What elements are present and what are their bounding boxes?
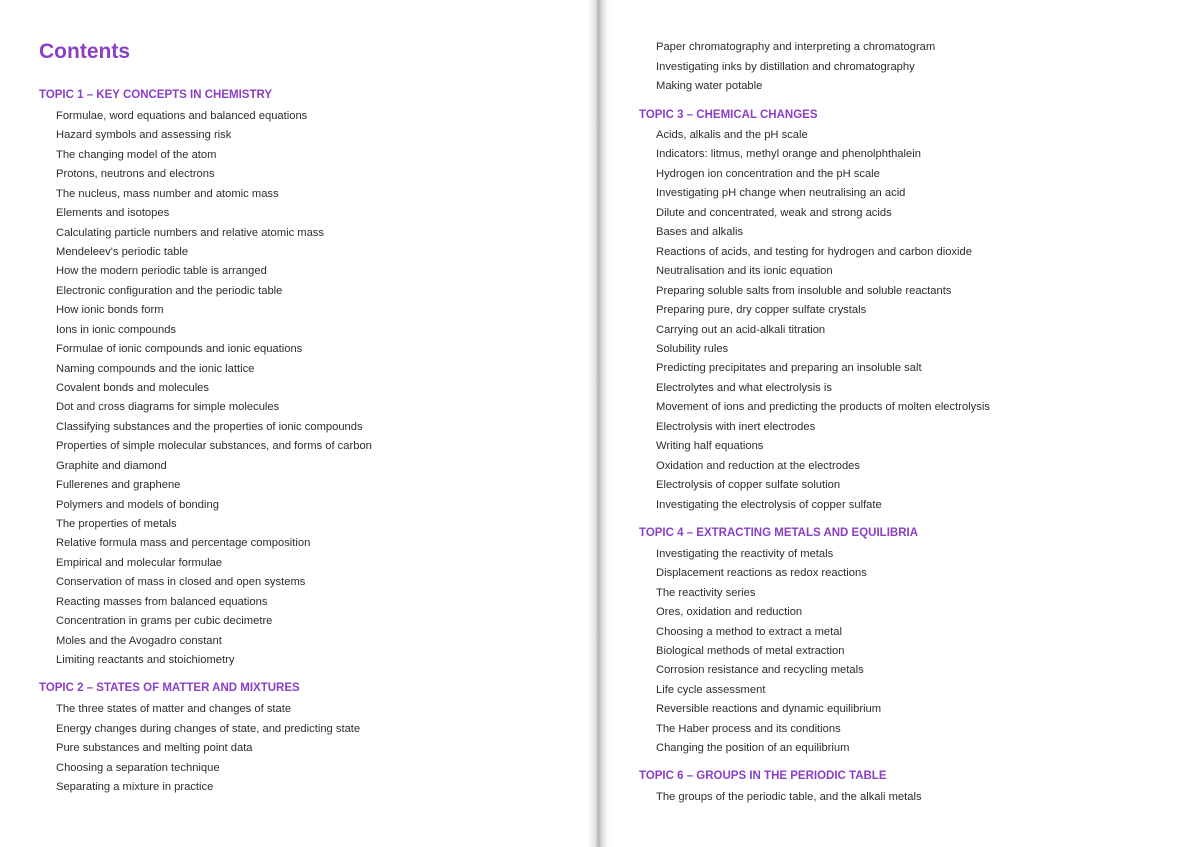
toc-entry[interactable]: The Haber process and its conditions bbox=[656, 722, 841, 735]
toc-entry[interactable]: Relative formula mass and percentage composition bbox=[56, 537, 311, 550]
toc-entry[interactable]: Formulae of ionic compounds and ionic equations bbox=[56, 343, 303, 356]
toc-entry[interactable]: The changing model of the atom bbox=[56, 148, 217, 161]
toc-entry[interactable]: Naming compounds and the ionic lattice bbox=[56, 362, 255, 375]
toc-entry[interactable]: Reversible reactions and dynamic equilibrium bbox=[656, 703, 882, 716]
toc-entry[interactable]: Reacting masses from balanced equations bbox=[56, 595, 268, 608]
toc-entry[interactable]: Ores, oxidation and reduction bbox=[656, 606, 803, 619]
topic-heading: TOPIC 2 – STATES OF MATTER AND MIXTURES bbox=[39, 682, 300, 694]
toc-entry[interactable]: Making water potable bbox=[656, 80, 763, 92]
toc-entry[interactable]: Properties of simple molecular substances, and forms of carbon bbox=[56, 440, 372, 453]
toc-entry[interactable]: Elements and isotopes bbox=[56, 207, 170, 220]
toc-entry[interactable]: Solubility rules bbox=[656, 342, 729, 355]
toc-entry[interactable]: Choosing a separation technique bbox=[56, 761, 220, 774]
toc-entry[interactable]: Formulae, word equations and balanced equations bbox=[56, 110, 308, 122]
toc-entry[interactable]: The properties of metals bbox=[56, 518, 177, 531]
toc-entry[interactable]: Life cycle assessment bbox=[656, 683, 766, 696]
toc-entry[interactable]: Ions in ionic compounds bbox=[56, 323, 177, 336]
toc-entry[interactable]: Pure substances and melting point data bbox=[56, 742, 253, 754]
toc-entry[interactable]: Investigating the electrolysis of copper sulfate bbox=[656, 498, 882, 511]
toc-entry[interactable]: The reactivity series bbox=[656, 586, 756, 599]
toc-entry[interactable]: Mendeleev's periodic table bbox=[56, 246, 189, 258]
toc-entry[interactable]: The three states of matter and changes of state bbox=[56, 703, 292, 715]
toc-entry[interactable]: Preparing pure, dry copper sulfate crystals bbox=[656, 304, 867, 317]
toc-entry[interactable]: Fullerenes and graphene bbox=[56, 479, 181, 492]
page-title: Contents bbox=[39, 40, 130, 63]
toc-entry[interactable]: Polymers and models of bonding bbox=[56, 498, 219, 511]
toc-entry[interactable]: Reactions of acids, and testing for hydrogen and carbon dioxide bbox=[656, 245, 972, 258]
toc-entry[interactable]: Oxidation and reduction at the electrodes bbox=[656, 459, 860, 472]
toc-entry[interactable]: Calculating particle numbers and relative atomic mass bbox=[56, 226, 324, 239]
toc-entry[interactable]: Investigating the reactivity of metals bbox=[656, 548, 834, 560]
toc-entry[interactable]: Electrolysis with inert electrodes bbox=[656, 420, 816, 433]
toc-entry[interactable]: Predicting precipitates and preparing an insoluble salt bbox=[656, 362, 922, 375]
toc-entry[interactable]: Corrosion resistance and recycling metals bbox=[656, 664, 864, 677]
topic-heading: TOPIC 6 – GROUPS IN THE PERIODIC TABLE bbox=[639, 770, 887, 782]
toc-entry[interactable]: Classifying substances and the properties of ionic compounds bbox=[56, 420, 363, 433]
toc-entry[interactable]: Electrolytes and what electrolysis is bbox=[656, 381, 832, 394]
toc-entry[interactable]: Bases and alkalis bbox=[656, 226, 744, 239]
toc-entry[interactable]: How ionic bonds form bbox=[56, 304, 164, 317]
toc-entry[interactable]: Carrying out an acid-alkali titration bbox=[656, 323, 826, 336]
toc-entry[interactable]: The nucleus, mass number and atomic mass bbox=[56, 187, 279, 200]
toc-entry[interactable]: Writing half equations bbox=[656, 440, 764, 453]
topic-heading: TOPIC 3 – CHEMICAL CHANGES bbox=[639, 109, 818, 121]
toc-entry[interactable]: Investigating pH change when neutralising an acid bbox=[656, 187, 906, 200]
toc-entry[interactable]: Biological methods of metal extraction bbox=[656, 645, 845, 657]
toc-entry[interactable]: Hydrogen ion concentration and the pH scale bbox=[656, 167, 880, 180]
toc-entry[interactable]: Electrolysis of copper sulfate solution bbox=[656, 479, 841, 492]
right-page bbox=[597, 0, 1200, 847]
toc-entry[interactable]: Limiting reactants and stoichiometry bbox=[56, 654, 235, 667]
topic-heading: TOPIC 1 – KEY CONCEPTS IN CHEMISTRY bbox=[39, 89, 273, 101]
left-page bbox=[0, 0, 597, 847]
toc-entry[interactable]: Energy changes during changes of state, and predicting state bbox=[56, 722, 361, 735]
toc-entry[interactable]: Acids, alkalis and the pH scale bbox=[656, 129, 808, 141]
toc-entry[interactable]: Moles and the Avogadro constant bbox=[56, 634, 222, 647]
toc-entry[interactable]: Investigating inks by distillation and chromatography bbox=[656, 60, 915, 73]
toc-entry[interactable]: Dilute and concentrated, weak and strong acids bbox=[656, 206, 892, 219]
toc-entry[interactable]: Concentration in grams per cubic decimetre bbox=[56, 615, 273, 628]
toc-entry[interactable]: Displacement reactions as redox reactions bbox=[656, 567, 867, 580]
toc-entry[interactable]: Changing the position of an equilibrium bbox=[656, 742, 850, 754]
toc-entry[interactable]: Empirical and molecular formulae bbox=[56, 556, 223, 569]
toc-entry[interactable]: Electronic configuration and the periodic table bbox=[56, 284, 283, 297]
toc-entry[interactable]: Conservation of mass in closed and open systems bbox=[56, 576, 306, 589]
toc-entry[interactable]: Paper chromatography and interpreting a chromatogram bbox=[656, 41, 936, 53]
toc-entry[interactable]: Graphite and diamond bbox=[56, 459, 167, 472]
toc-entry[interactable]: Dot and cross diagrams for simple molecules bbox=[56, 401, 280, 414]
toc-entry[interactable]: Protons, neutrons and electrons bbox=[56, 168, 215, 181]
toc-entry[interactable]: Covalent bonds and molecules bbox=[56, 382, 209, 395]
toc-entry[interactable]: Indicators: litmus, methyl orange and phenolphthalein bbox=[656, 148, 921, 161]
toc-entry[interactable]: Separating a mixture in practice bbox=[56, 781, 214, 793]
toc-entry[interactable]: The groups of the periodic table, and the alkali metals bbox=[656, 791, 922, 803]
toc-entry[interactable]: Neutralisation and its ionic equation bbox=[656, 265, 833, 278]
toc-entry[interactable]: Choosing a method to extract a metal bbox=[656, 625, 842, 638]
topic-heading: TOPIC 4 – EXTRACTING METALS AND EQUILIBRIA bbox=[639, 527, 918, 539]
toc-entry[interactable]: Hazard symbols and assessing risk bbox=[56, 129, 232, 142]
toc-entry[interactable]: How the modern periodic table is arranged bbox=[56, 265, 267, 278]
toc-entry[interactable]: Preparing soluble salts from insoluble and soluble reactants bbox=[656, 284, 952, 297]
toc-entry[interactable]: Movement of ions and predicting the products of molten electrolysis bbox=[656, 401, 990, 414]
